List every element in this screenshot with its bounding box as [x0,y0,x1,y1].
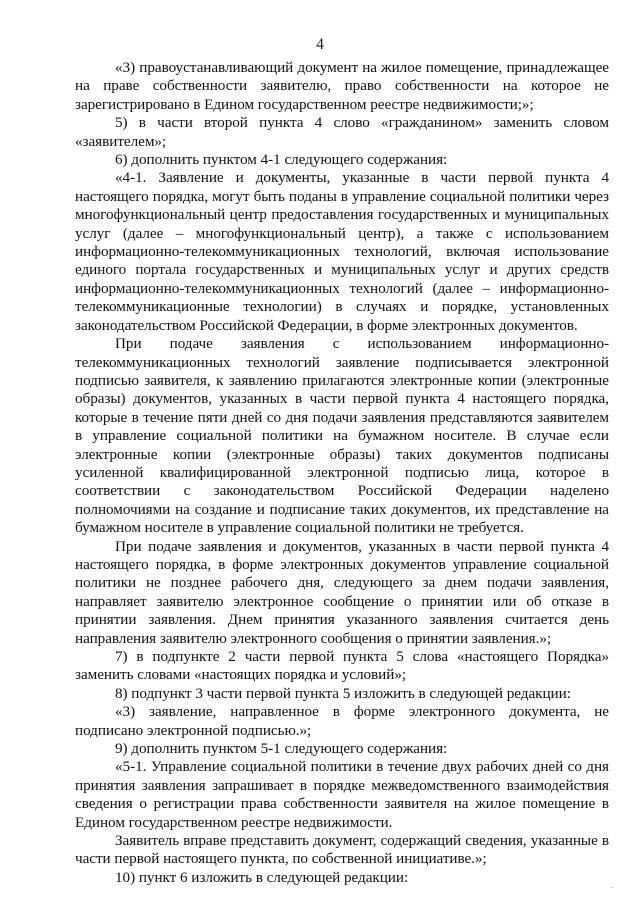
paragraph-6: При подаче заявления и документов, указанных в части первой пункта 4 настоящего порядка, в форме электронных документов управление социальной политики не позднее рабочего дня, следующего за днем подачи заявления, направляет заявителю электронное сообщение о принятии или об отказе в принятии заявления. Днем принятия указанного заявления считается день направления заявителю электронного сообщения о принятии заявления.»; [75,537,609,647]
paragraph-13: 10) пункт 6 изложить в следующей редакции: [115,868,409,886]
paragraph-3: 6) дополнить пунктом 4-1 следующего содержания: [115,151,448,169]
paragraph-4: «4-1. Заявление и документы, указанные в части первой пункта 4 настоящего порядка, могут быть поданы в управление социальной политики через многофункциональный центр предоставления государственных и муниципальных услуг (далее – многофункциональный центр), а также с использованием информационно-телекоммуникационных технологий, включая использование единого портала государственных и муниципальных услуг и других средств информационно-телекоммуникационных технологий (далее – информационно-телекоммуникационные технологии) в случаях и порядке, установленных законодательством Российской Федерации, в форме электронных документов. [75,169,609,334]
document-body [75,59,609,887]
paragraph-5: При подаче заявления с использованием информационно-телекоммуникационных технологий заявление подписывается электронной подписью заявителя, к заявлению прилагаются электронные копии (электронные образы) документов, указанных в части первой пункта 4 настоящего порядка, которые в течение пяти дней со дня подачи заявления представляются заявителем в управление социальной политики на бумажном носителе. В случае если электронные копии (электронные образы) таких документов подписаны усиленной квалифицированной электронной подписью лица, которое в соответствии с законодательством Российской Федерации наделено полномочиями на создание и подписание таких документов, их представление на бумажном носителе в управление социальной политики не требуется. [75,335,609,537]
paragraph-1: «3) правоустанавливающий документ на жилое помещение, принадлежащее на праве собственности заявителю, право собственности на которое не зарегистрировано в Едином государственном реестре недвижимости;»; [75,59,609,113]
paragraph-11: «5-1. Управление социальной политики в течение двух рабочих дней со дня принятия заявления запрашивает в порядке межведомственного взаимодействия сведения о регистрации права собственности заявителя на жилое помещение в Едином государственном реестре недвижимости. [75,758,609,831]
paragraph-10: 9) дополнить пунктом 5-1 следующего содержания: [115,740,448,758]
paragraph-8: 8) подпункт 3 части первой пункта 5 изложить в следующей редакции: [115,684,571,702]
paragraph-7: 7) в подпункте 2 части первой пункта 5 слова «настоящего Порядка» заменить словами «настоящих порядка и условий»; [75,648,609,684]
paragraph-2: 5) в части второй пункта 4 слово «гражданином» заменить словом «заявителем»; [75,114,609,150]
page-number: 4 [316,36,324,53]
paragraph-9: «3) заявление, направленное в форме электронного документа, не подписано электронной подписью.»; [75,703,609,739]
paragraph-12: Заявитель вправе представить документ, содержащий сведения, указанные в части первой настоящего пункта, по собственной инициативе.»; [75,832,609,868]
scan-speck: · [611,884,614,892]
